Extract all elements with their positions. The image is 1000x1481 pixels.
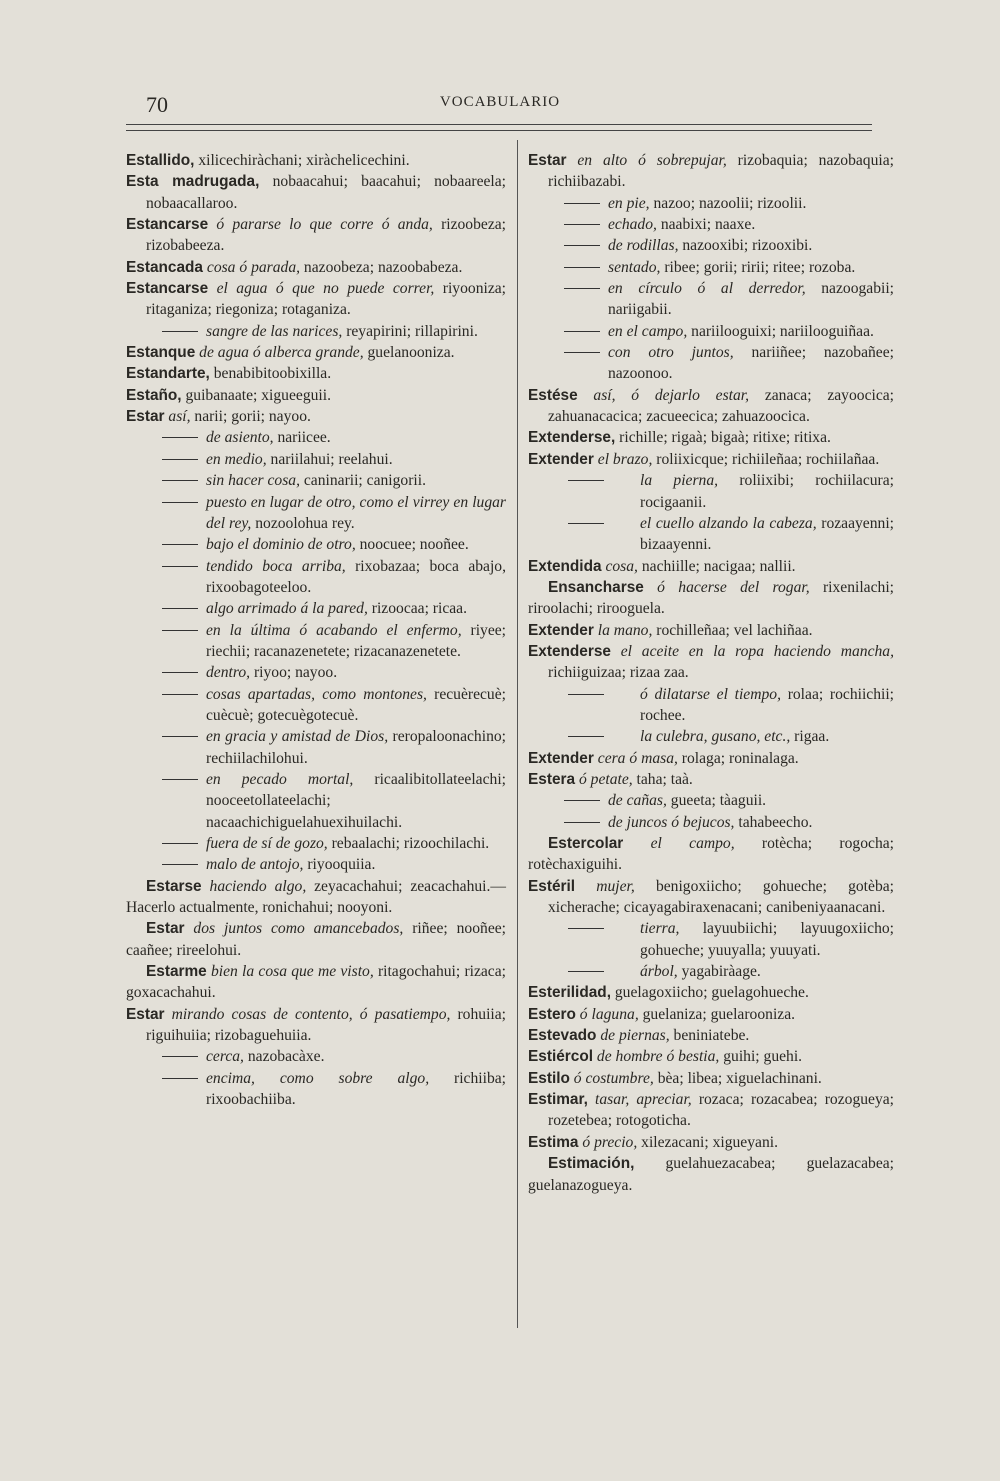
usage-gloss: la mano, xyxy=(593,621,653,639)
usage-gloss: mujer, xyxy=(575,877,635,895)
repeat-dash xyxy=(564,267,600,268)
translation: rigaa. xyxy=(790,728,830,746)
repeat-dash xyxy=(162,480,198,481)
usage-gloss: dentro, xyxy=(206,664,251,682)
usage-gloss: ó laguna, xyxy=(575,1005,639,1023)
translation: guihi; guehi. xyxy=(719,1048,803,1066)
headword: Estancarse xyxy=(126,280,209,298)
repeat-dash xyxy=(162,331,198,332)
usage-gloss: ó petate, xyxy=(575,770,633,788)
usage-gloss: tierra, xyxy=(640,920,680,938)
translation: rolaga; roninalaga. xyxy=(677,749,799,767)
translation: rizobaquia; nazobaquia; richiibazabi. xyxy=(548,152,894,191)
header-rule-thin xyxy=(126,130,872,131)
sub-entry xyxy=(528,193,894,214)
sub-entry xyxy=(126,769,506,833)
repeat-dash xyxy=(162,544,198,545)
usage-gloss: en medio, xyxy=(206,450,267,468)
usage-gloss: sentado, xyxy=(608,258,661,276)
sub-entry xyxy=(126,684,506,727)
usage-gloss: fuera de sí de gozo, xyxy=(206,835,328,852)
translation: nazobacàxe. xyxy=(243,1048,325,1066)
sub-entry xyxy=(528,513,894,556)
headword: Estancada xyxy=(126,258,203,276)
dictionary-entry xyxy=(528,620,894,641)
translation: rotècha; rogocha; rotèchaxiguihi. xyxy=(528,835,894,874)
translation: rolaa; rochiichii; rochee. xyxy=(640,685,894,724)
dictionary-entry xyxy=(528,1153,894,1196)
usage-gloss: de agua ó alberca grande, xyxy=(195,344,364,362)
usage-gloss: ó dilatarse el tiempo, xyxy=(640,685,781,703)
translation: riyooquiia. xyxy=(303,856,376,874)
usage-gloss: la culebra, gusano, etc., xyxy=(640,728,791,746)
dictionary-entry xyxy=(126,961,506,1004)
translation: noocuee; nooñee. xyxy=(355,536,469,554)
repeat-dash xyxy=(162,843,198,844)
headword: Estilo xyxy=(528,1069,570,1087)
translation: rozaayenni; bizaayenni. xyxy=(640,514,894,554)
translation: roliixicque; richiileñaa; rochiilañaa. xyxy=(652,450,880,468)
headword: Estar xyxy=(126,1005,165,1023)
headword: Estarme xyxy=(146,963,207,981)
translation: yagabiràage. xyxy=(677,963,761,981)
translation: nachiille; nacigaa; nallii. xyxy=(637,557,796,575)
repeat-dash xyxy=(568,971,604,972)
translation: guelaniza; guelarooniza. xyxy=(638,1005,796,1023)
translation: taha; taà. xyxy=(632,770,693,788)
dictionary-entry xyxy=(528,748,894,769)
translation: reyapirini; rillapirini. xyxy=(342,322,478,340)
usage-gloss: cosas apartadas, como montones, xyxy=(206,685,427,703)
usage-gloss: de juncos ó bejucos, xyxy=(608,813,735,831)
sub-entry xyxy=(528,790,894,811)
sub-entry xyxy=(528,342,894,385)
translation: rochilleñaa; vel lachiñaa. xyxy=(652,621,813,639)
translation: xilezacani; xigueyani. xyxy=(637,1133,778,1151)
usage-gloss: así, ó dejarlo estar, xyxy=(577,386,750,404)
repeat-dash xyxy=(568,523,604,524)
sub-entry xyxy=(126,726,506,769)
translation: guelahuezacabea; guelazacabea; guelanazogueya. xyxy=(528,1155,894,1194)
usage-gloss: el cuello alzando la cabeza, xyxy=(640,514,817,532)
sub-entry xyxy=(126,449,506,470)
translation: nazoo; nazoolii; rizoolii. xyxy=(649,194,807,212)
sub-entry xyxy=(528,321,894,342)
translation: riyoo; nayoo. xyxy=(250,664,338,682)
headword: Estevado xyxy=(528,1027,597,1045)
usage-gloss: ó hacerse del rogar, xyxy=(643,578,810,596)
translation: richiiguizaa; rizaa zaa. xyxy=(548,664,689,682)
headword: Estera xyxy=(528,770,576,788)
usage-gloss: ó precio, xyxy=(578,1133,638,1151)
headword: Extender xyxy=(528,621,594,639)
translation: tahabeecho. xyxy=(734,813,813,831)
dictionary-entry xyxy=(528,385,894,428)
headword: Esta madrugada, xyxy=(126,173,260,191)
usage-gloss: haciendo algo, xyxy=(201,877,307,895)
headword: Estiércol xyxy=(528,1048,594,1066)
headword: Extender xyxy=(528,450,594,468)
sub-entry xyxy=(126,321,506,342)
usage-gloss: encima, como sobre algo, xyxy=(206,1069,430,1087)
translation: ribee; gorii; ririi; ritee; rozoba. xyxy=(660,258,856,276)
usage-gloss: bajo el dominio de otro, xyxy=(206,536,356,554)
translation: rohuiia; riguihuiia; rizobaguehuiia. xyxy=(146,1005,506,1045)
translation: nazooxibi; rizooxibi. xyxy=(678,237,813,255)
left-column xyxy=(126,150,506,1110)
dictionary-entry xyxy=(528,150,894,193)
usage-gloss: árbol, xyxy=(640,963,678,981)
usage-gloss: con otro juntos, xyxy=(608,344,734,362)
headword: Estallido, xyxy=(126,152,195,169)
dictionary-entry xyxy=(528,449,894,470)
sub-entry xyxy=(528,684,894,727)
dictionary-entry xyxy=(126,171,506,214)
translation: riyee; riechii; racanazenetete; rizacanazenetete. xyxy=(206,621,506,660)
headword: Estandarte, xyxy=(126,365,210,383)
repeat-dash xyxy=(564,224,600,225)
translation: nobaacahui; baacahui; nobaareela; nobaacallaroo. xyxy=(146,173,506,212)
usage-gloss: en círculo ó al derredor, xyxy=(608,280,806,298)
sub-entry xyxy=(528,257,894,278)
usage-gloss: la pierna, xyxy=(640,472,719,490)
usage-gloss: echado, xyxy=(608,216,657,234)
usage-gloss: el aceite en la ropa haciendo mancha, xyxy=(610,642,894,660)
sub-entry xyxy=(528,470,894,513)
translation: nariilahui; reelahui. xyxy=(266,450,393,468)
repeat-dash xyxy=(162,459,198,460)
repeat-dash xyxy=(568,694,604,695)
headword: Extenderse, xyxy=(528,429,616,447)
repeat-dash xyxy=(162,566,198,567)
usage-gloss: sin hacer cosa, xyxy=(206,472,300,490)
dictionary-entry xyxy=(126,257,506,278)
translation: zanaca; zayoocica; zahuanacacica; zacueecica; zahuazoocica. xyxy=(548,386,894,426)
headword: Estaño, xyxy=(126,386,182,404)
usage-gloss: tasar, apreciar, xyxy=(587,1091,692,1109)
translation: recuèrecuè; cuècuè; gotecuègotecuè. xyxy=(206,685,506,724)
repeat-dash xyxy=(162,864,198,865)
translation: riñee; nooñee; caañee; rireelohui. xyxy=(126,920,506,959)
repeat-dash xyxy=(162,502,198,503)
column-divider xyxy=(517,140,518,1328)
headword: Estercolar xyxy=(548,835,624,852)
usage-gloss: puesto en lugar de otro, como el virrey en lugar del rey, xyxy=(206,493,506,532)
dictionary-entry xyxy=(126,876,506,919)
translation: narii; gorii; nayoo. xyxy=(190,408,311,426)
dictionary-entry xyxy=(126,385,506,406)
usage-gloss: en alto ó sobrepujar, xyxy=(566,152,727,169)
usage-gloss: el brazo, xyxy=(593,450,653,468)
dictionary-entry xyxy=(528,1132,894,1153)
usage-gloss: dos juntos como amancebados, xyxy=(184,920,404,938)
translation: rizoocaa; ricaa. xyxy=(367,600,467,618)
usage-gloss: el campo, xyxy=(623,835,735,852)
translation: rizoobeza; rizobabeeza. xyxy=(146,216,506,255)
headword: Extenderse xyxy=(528,642,611,660)
usage-gloss: mirando cosas de contento, ó pasatiempo, xyxy=(164,1005,451,1023)
headword: Extender xyxy=(528,749,594,767)
dictionary-entry xyxy=(528,876,894,919)
usage-gloss: bien la cosa que me visto, xyxy=(206,963,374,981)
sub-entry xyxy=(126,492,506,535)
translation: rebaalachi; rizoochilachi. xyxy=(327,835,490,852)
running-head: VOCABULARIO xyxy=(439,94,561,110)
header-rule xyxy=(126,124,872,125)
translation: caninarii; canigorii. xyxy=(299,472,426,490)
translation: guibanaate; xigueeguii. xyxy=(181,386,331,404)
usage-gloss: cerca, xyxy=(206,1048,244,1066)
repeat-dash xyxy=(564,203,600,204)
usage-gloss: cosa ó parada, xyxy=(203,258,301,276)
translation: richiiba; rixoobachiiba. xyxy=(206,1069,506,1109)
usage-gloss: algo arrimado á la pared, xyxy=(206,600,368,618)
translation: richille; rigaà; bigaà; ritixe; ritixa. xyxy=(615,429,831,447)
repeat-dash xyxy=(564,331,600,332)
sub-entry xyxy=(126,598,506,619)
dictionary-entry xyxy=(528,1068,894,1089)
headword: Estar xyxy=(146,920,185,938)
dictionary-entry xyxy=(528,641,894,684)
sub-entry xyxy=(126,427,506,448)
right-column xyxy=(528,150,894,1196)
repeat-dash xyxy=(564,288,600,289)
repeat-dash xyxy=(162,630,198,631)
usage-gloss: tendido boca arriba, xyxy=(206,557,346,575)
translation: xilicechiràchani; xiràchelicechini. xyxy=(194,152,410,169)
usage-gloss: cera ó masa, xyxy=(593,749,678,767)
usage-gloss: ó pararse lo que corre ó anda, xyxy=(208,216,433,234)
usage-gloss: en pecado mortal, xyxy=(206,770,354,788)
sub-entry xyxy=(126,470,506,491)
page-number: 70 xyxy=(146,92,168,117)
sub-entry xyxy=(126,620,506,663)
repeat-dash xyxy=(162,608,198,609)
translation: layuubiichi; layuugoxiicho; gohueche; yuuyalla; yuuyati. xyxy=(640,920,894,959)
translation: benigoxiicho; gohueche; gotèba; xicherache; cicayagabiraxenacani; canibeniyaanacani. xyxy=(548,877,894,917)
usage-gloss: en pie, xyxy=(608,194,650,212)
translation: rixenilachi; riroolachi; rirooguela. xyxy=(528,578,894,618)
repeat-dash xyxy=(162,1056,198,1057)
translation: ritagochahui; rizaca; goxacachahui. xyxy=(126,963,506,1002)
translation: bèa; libea; xiguelachinani. xyxy=(653,1069,822,1087)
usage-gloss: en el campo, xyxy=(608,322,688,340)
sub-entry xyxy=(126,534,506,555)
headword: Estancarse xyxy=(126,216,209,234)
sub-entry xyxy=(528,214,894,235)
sub-entry xyxy=(528,918,894,961)
sub-entry xyxy=(528,726,894,747)
sub-entry xyxy=(528,961,894,982)
sub-entry xyxy=(528,235,894,256)
repeat-dash xyxy=(568,480,604,481)
sub-entry xyxy=(126,1046,506,1067)
dictionary-entry xyxy=(126,150,506,171)
translation: beniniatebe. xyxy=(669,1027,750,1045)
usage-gloss: ó costumbre, xyxy=(569,1069,654,1087)
dictionary-entry xyxy=(528,1089,894,1132)
headword: Esterilidad, xyxy=(528,984,611,1002)
dictionary-entry xyxy=(528,769,894,790)
translation: ricaalibitollateelachi; nooceetollateelachi; nacaachichiguelahuexihuilachi. xyxy=(206,770,506,831)
headword: Estar xyxy=(528,152,567,169)
repeat-dash xyxy=(162,437,198,438)
headword: Ensancharse xyxy=(548,578,644,596)
translation: benabibitoobixilla. xyxy=(209,365,332,383)
translation: gueeta; tàaguii. xyxy=(666,792,767,810)
dictionary-entry xyxy=(126,278,506,321)
repeat-dash xyxy=(162,736,198,737)
translation: zeyacachahui; zeacachahui.—Hacerlo actualmente, ronichahui; nooyoni. xyxy=(126,877,506,917)
dictionary-entry xyxy=(528,982,894,1003)
sub-entry xyxy=(528,812,894,833)
dictionary-entry xyxy=(126,342,506,363)
translation: reropaloonachino; rechiilachilohui. xyxy=(206,728,506,767)
dictionary-entry xyxy=(126,406,506,427)
headword: Estanque xyxy=(126,344,196,362)
usage-gloss: cosa, xyxy=(601,557,638,575)
dictionary-entry xyxy=(126,1004,506,1047)
dictionary-entry xyxy=(528,1025,894,1046)
repeat-dash xyxy=(564,822,600,823)
headword: Estarse xyxy=(146,877,202,895)
usage-gloss: así, xyxy=(164,408,191,426)
sub-entry xyxy=(126,556,506,599)
usage-gloss: de cañas, xyxy=(608,792,667,810)
headword: Estero xyxy=(528,1005,576,1023)
translation: riyooniza; ritaganiza; riegoniza; rotaganiza. xyxy=(146,280,506,319)
translation: nariicee. xyxy=(273,429,331,447)
sub-entry xyxy=(126,1068,506,1111)
repeat-dash xyxy=(568,928,604,929)
usage-gloss: de asiento, xyxy=(206,429,274,447)
usage-gloss: el agua ó que no puede correr, xyxy=(208,280,435,298)
dictionary-entry xyxy=(528,1046,894,1067)
translation: roliixibi; rochiilacura; rocigaanii. xyxy=(640,472,895,511)
dictionary-entry xyxy=(528,556,894,577)
sub-entry xyxy=(126,662,506,683)
translation: rozaca; rozacabea; rozogueya; rozetebea; rotogoticha. xyxy=(548,1091,895,1130)
sub-entry xyxy=(126,854,506,875)
dictionary-entry xyxy=(528,1004,894,1025)
translation: rixobazaa; boca abajo, rixoobagoteeloo. xyxy=(206,557,506,596)
dictionary-entry xyxy=(528,833,894,876)
dictionary-entry xyxy=(528,427,894,448)
repeat-dash xyxy=(564,245,600,246)
repeat-dash xyxy=(162,672,198,673)
repeat-dash xyxy=(162,694,198,695)
headword: Estéril xyxy=(528,877,576,895)
translation: nazoobeza; nazoobabeza. xyxy=(300,258,463,276)
usage-gloss: en la última ó acabando el enfermo, xyxy=(206,621,462,639)
translation: nazoogabii; nariigabii. xyxy=(608,280,894,319)
dictionary-entry xyxy=(126,918,506,961)
translation: nariilooguixi; nariilooguiñaa. xyxy=(687,322,874,340)
dictionary-entry xyxy=(126,214,506,257)
sub-entry xyxy=(528,278,894,321)
headword: Estimar, xyxy=(528,1091,588,1109)
usage-gloss: de piernas, xyxy=(596,1027,670,1045)
usage-gloss: sangre de las narices, xyxy=(206,322,343,340)
usage-gloss: en gracia y amistad de Dios, xyxy=(206,728,389,746)
headword: Estima xyxy=(528,1133,579,1151)
repeat-dash xyxy=(162,1078,198,1079)
translation: guelanooniza. xyxy=(363,344,455,362)
sub-entry xyxy=(126,833,506,854)
repeat-dash xyxy=(564,800,600,801)
repeat-dash xyxy=(568,736,604,737)
headword: Extendida xyxy=(528,557,602,575)
headword: Estimación, xyxy=(548,1155,635,1173)
translation: guelagoxiicho; guelagohueche. xyxy=(610,984,809,1002)
headword: Estar xyxy=(126,408,165,426)
repeat-dash xyxy=(564,352,600,353)
dictionary-entry xyxy=(126,363,506,384)
usage-gloss: de rodillas, xyxy=(608,237,679,255)
translation: nariiñee; nazobañee; nazoonoo. xyxy=(608,344,894,383)
usage-gloss: malo de antojo, xyxy=(206,856,304,874)
translation: nozoolohua rey. xyxy=(251,514,355,532)
translation: naabixi; naaxe. xyxy=(656,216,756,234)
dictionary-entry xyxy=(528,577,894,620)
usage-gloss: de hombre ó bestia, xyxy=(593,1048,720,1066)
headword: Estése xyxy=(528,386,578,404)
repeat-dash xyxy=(162,779,198,780)
